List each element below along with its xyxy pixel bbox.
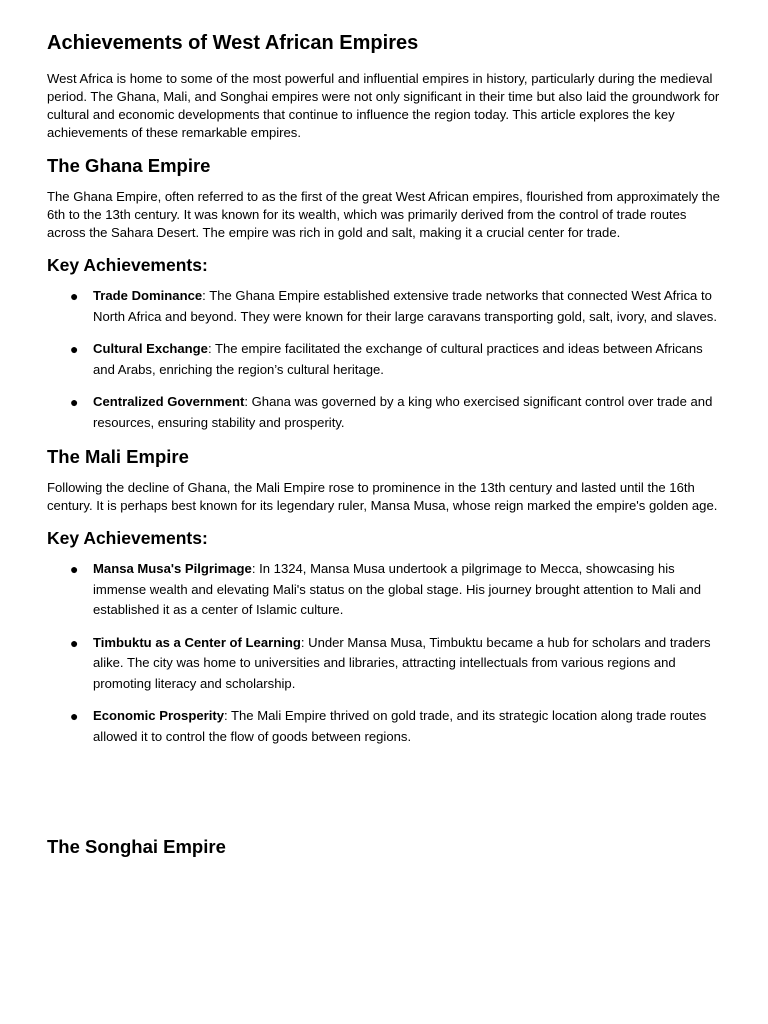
ghana-achievements-heading: Key Achievements: (47, 255, 208, 275)
ghana-heading: The Ghana Empire (47, 155, 211, 176)
achievement-term: Timbuktu as a Center of Learning (93, 634, 301, 650)
page-spacer (47, 759, 722, 835)
achievement-term: Trade Dominance (93, 288, 203, 303)
list-item (70, 286, 722, 327)
achievement-text: : The Mali Empire thrived on gold trade, and its strategic location along trade routes allowed it to control the flow of goods between regions. (93, 708, 707, 744)
ghana-achievements-list (47, 286, 722, 433)
achievement-text: : In 1324, Mansa Musa undertook a pilgrimage to Mecca, showcasing his immense wealth and elevating Mali's status on the global stage. His journey brought attention to Mali and established it as a center of Islamic culture. (93, 561, 702, 617)
bullet-icon: ● (70, 341, 79, 357)
list-item (70, 339, 722, 380)
list-item (70, 559, 722, 621)
achievement-text: : Ghana was governed by a king who exercised significant control over trade and resources, ensuring stability and prosperity. (93, 394, 713, 430)
achievement-term: Mansa Musa's Pilgrimage (93, 561, 252, 576)
mali-paragraph: Following the decline of Ghana, the Mali Empire rose to prominence in the 13th century and lasted until the 16th century. It is perhaps best known for its legendary ruler, Mansa Musa, whose reign marked the empire's golden age. (47, 480, 718, 513)
mali-achievements-list (47, 559, 722, 747)
bullet-icon: ● (70, 288, 79, 304)
mali-heading: The Mali Empire (47, 446, 189, 467)
ghana-paragraph: The Ghana Empire, often referred to as the first of the great West African empires, flourished from approximately the 6th to the 13th century. It was known for its wealth, which was primarily derived from the control of trade routes across the Sahara Desert. The empire was rich in gold and salt, making it a crucial center for trade. (47, 189, 720, 240)
list-item (70, 706, 722, 747)
bullet-icon: ● (70, 634, 79, 651)
achievement-text: : Under Mansa Musa, Timbuktu became a hub for scholars and traders alike. The city was home to universities and libraries, attracting intellectuals from various regions and promoting literacy and scholarship. (93, 634, 711, 691)
achievement-term: Economic Prosperity (93, 708, 224, 723)
document-title: Achievements of West African Empires (47, 32, 419, 54)
bullet-icon: ● (70, 561, 79, 577)
bullet-icon: ● (70, 708, 79, 724)
intro-paragraph: West Africa is home to some of the most powerful and influential empires in history, particularly during the medieval period. The Ghana, Mali, and Songhai empires were not only significant in their time but also laid the groundwork for cultural and economic developments that continue to influence the region today. This article explores the key achievements of these remarkable empires. (47, 71, 720, 140)
list-item (70, 633, 722, 695)
list-item (70, 392, 722, 433)
achievement-text: : The Ghana Empire established extensive trade networks that connected West Africa to North Africa and beyond. They were known for their large caravans transporting gold, salt, ivory, and slaves. (93, 288, 717, 324)
achievement-text: : The empire facilitated the exchange of cultural practices and ideas between Africans and Arabs, enriching the region’s cultural heritage. (93, 341, 703, 377)
achievement-term: Cultural Exchange (93, 341, 208, 356)
bullet-icon: ● (70, 394, 79, 410)
achievement-term: Centralized Government (93, 394, 245, 409)
mali-achievements-heading: Key Achievements: (47, 528, 208, 548)
songhai-heading: The Songhai Empire (47, 836, 226, 857)
